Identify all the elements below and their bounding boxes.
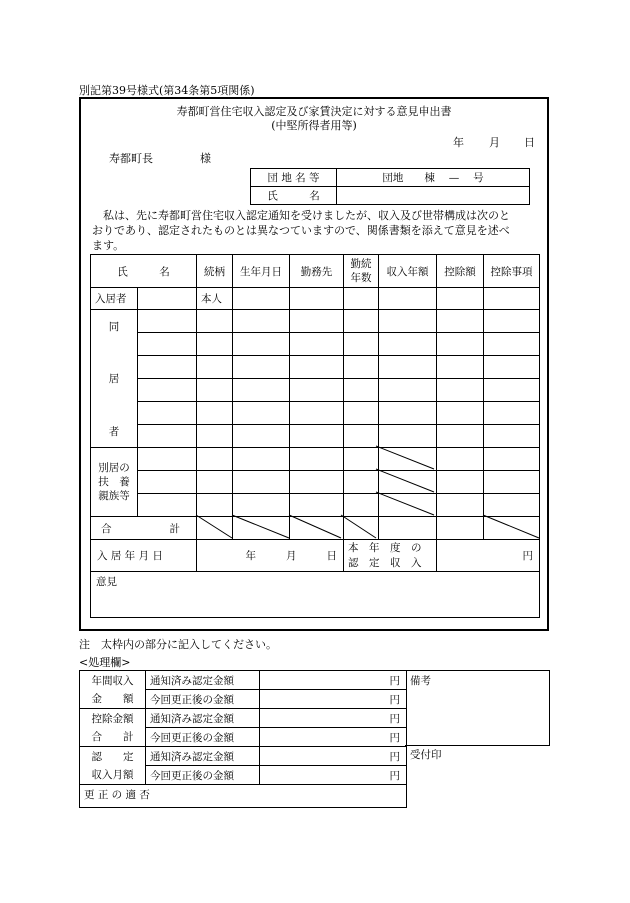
total-slashed-cell — [484, 517, 540, 540]
resident-employer-field[interactable] — [290, 288, 344, 310]
total-slashed-cell — [290, 517, 344, 540]
dependent-cell[interactable] — [437, 494, 484, 517]
dependent-line-1: 別居の — [98, 462, 130, 474]
certified-income-field[interactable]: 円 — [437, 540, 540, 572]
tenure-header-line-1: 勤続 — [350, 258, 372, 270]
statement-line-3: ます。 — [92, 239, 125, 252]
statement-line-1: 私は、先に寿都町営住宅収入認定通知を受けましたが、収入及び世帯構成は次のと — [92, 209, 510, 222]
dependent-cell[interactable] — [233, 494, 290, 517]
addressee: 寿都町長 — [109, 152, 153, 165]
cohabitant-cell[interactable] — [197, 310, 233, 333]
dependent-cell[interactable] — [233, 448, 290, 471]
validity-field[interactable] — [80, 785, 407, 808]
cohabitant-label — [91, 310, 138, 448]
cohabitant-cell[interactable] — [379, 402, 437, 425]
cohabitant-cell[interactable] — [138, 425, 197, 448]
move-in-day: 日 — [326, 550, 337, 562]
move-in-date-field[interactable] — [197, 540, 344, 572]
cohabitant-cell[interactable] — [484, 379, 540, 402]
deduction-revised-field[interactable]: 円 — [260, 728, 407, 747]
form-title: 寿都町営住宅収入認定及び家賃決定に対する意見申出書 — [176, 105, 452, 118]
cohabitant-cell[interactable] — [379, 310, 437, 333]
dependent-cell[interactable] — [344, 494, 379, 517]
move-in-year: 年 — [245, 550, 256, 562]
cohabitant-char-1: 同 — [108, 320, 120, 333]
dependent-cell[interactable] — [290, 494, 344, 517]
dependent-cell[interactable] — [437, 471, 484, 494]
cohabitant-char-2: 居 — [108, 373, 120, 385]
dependent-cell[interactable] — [484, 448, 540, 471]
cohabitant-cell[interactable] — [197, 425, 233, 448]
resident-tenure-field[interactable] — [344, 288, 379, 310]
monthly-income-label — [80, 747, 146, 785]
dependent-cell[interactable] — [197, 471, 233, 494]
cohabitant-cell[interactable] — [437, 333, 484, 356]
cohabitant-cell[interactable] — [484, 333, 540, 356]
cohabitant-cell[interactable] — [437, 425, 484, 448]
resident-birthdate-field[interactable] — [233, 288, 290, 310]
cohabitant-cell[interactable] — [379, 425, 437, 448]
deduction-total-line-1: 控除金額 — [91, 712, 134, 725]
form-reference: 別記第39号様式(第34条第5項関係) — [79, 84, 255, 97]
total-income-field[interactable] — [379, 517, 437, 540]
cohabitant-cell[interactable] — [138, 402, 197, 425]
resident-relation: 本人 — [197, 288, 233, 310]
dependent-cell[interactable] — [290, 471, 344, 494]
cohabitant-cell[interactable] — [290, 310, 344, 333]
monthly-income-line-2: 収入月額 — [91, 768, 134, 781]
cohabitant-cell[interactable] — [290, 379, 344, 402]
cohabitant-cell[interactable] — [233, 310, 290, 333]
cohabitant-cell[interactable] — [233, 333, 290, 356]
cohabitant-cell[interactable] — [233, 356, 290, 379]
resident-deduction-items-field[interactable] — [484, 288, 540, 310]
dependent-cell[interactable] — [197, 448, 233, 471]
cohabitant-cell[interactable] — [290, 425, 344, 448]
monthly-notified-field[interactable]: 円 — [260, 747, 407, 766]
annual-revised-label: 今回更正後の金額 — [146, 690, 260, 709]
monthly-notified-label: 通知済み認定金額 — [146, 747, 260, 766]
cohabitant-cell[interactable] — [437, 402, 484, 425]
col-employer-header: 勤務先 — [290, 255, 344, 288]
col-birthdate-header: 生年月日 — [233, 255, 290, 288]
dependent-line-2: 扶 養 — [98, 476, 130, 488]
dependent-cell[interactable] — [290, 448, 344, 471]
cohabitant-cell[interactable] — [138, 310, 197, 333]
total-slashed-cell — [233, 517, 290, 540]
total-char-2: 計 — [169, 522, 180, 535]
name-field[interactable] — [337, 187, 530, 205]
annual-revised-field[interactable]: 円 — [260, 690, 407, 709]
annual-income-line-2: 金 額 — [91, 692, 134, 705]
cohabitant-cell[interactable] — [437, 310, 484, 333]
date-month-label: 月 — [489, 136, 500, 149]
cohabitant-cell[interactable] — [233, 379, 290, 402]
deduction-total-line-2: 合 計 — [91, 730, 134, 743]
annual-income-label — [80, 671, 146, 709]
total-slashed-cell — [197, 517, 233, 540]
validity-label: 更 正 の 適 否 — [84, 789, 150, 801]
cohabitant-char-3: 者 — [108, 425, 120, 438]
cohabitant-cell[interactable] — [344, 356, 379, 379]
cohabitant-cell[interactable] — [484, 310, 540, 333]
cohabitant-cell[interactable] — [290, 402, 344, 425]
total-label — [91, 517, 197, 540]
processing-table — [79, 670, 407, 808]
monthly-income-line-1: 認 定 — [91, 750, 134, 763]
dependent-cell[interactable] — [437, 448, 484, 471]
remarks-label: 備考 — [410, 675, 431, 687]
dependent-cell[interactable] — [138, 448, 197, 471]
dependent-cell[interactable] — [138, 494, 197, 517]
cohabitant-cell[interactable] — [138, 333, 197, 356]
monthly-revised-label: 今回更正後の金額 — [146, 766, 260, 785]
dependent-income-slashed — [379, 471, 437, 494]
deduction-notified-label: 通知済み認定金額 — [146, 709, 260, 728]
cohabitant-cell[interactable] — [290, 333, 344, 356]
cohabitant-cell[interactable] — [138, 356, 197, 379]
cohabitant-cell[interactable] — [197, 402, 233, 425]
household-table — [90, 254, 540, 618]
cohabitant-cell[interactable] — [379, 379, 437, 402]
cohabitant-cell[interactable] — [344, 333, 379, 356]
dependent-income-slashed — [379, 494, 437, 517]
remarks-box[interactable] — [405, 670, 550, 746]
dependent-cell[interactable] — [344, 448, 379, 471]
cohabitant-cell[interactable] — [290, 356, 344, 379]
cohabitant-cell[interactable] — [484, 402, 540, 425]
dependent-cell[interactable] — [484, 494, 540, 517]
cohabitant-cell[interactable] — [197, 333, 233, 356]
annual-income-line-1: 年間収入 — [91, 674, 134, 687]
name-label: 氏 名 — [251, 187, 337, 205]
dependent-cell[interactable] — [233, 471, 290, 494]
cohabitant-cell[interactable] — [344, 379, 379, 402]
cohabitant-cell[interactable] — [437, 356, 484, 379]
dependent-line-3: 親族等 — [98, 490, 130, 502]
total-slashed-cell — [344, 517, 379, 540]
cohabitant-cell[interactable] — [344, 402, 379, 425]
cohabitant-cell[interactable] — [344, 425, 379, 448]
cohabitant-cell[interactable] — [379, 356, 437, 379]
move-in-label: 入 居 年 月 日 — [91, 540, 197, 572]
col-deduction-header: 控除額 — [437, 255, 484, 288]
col-tenure-header — [344, 255, 379, 288]
cohabitant-cell[interactable] — [379, 333, 437, 356]
resident-income-field[interactable] — [379, 288, 437, 310]
deduction-total-label — [80, 709, 146, 747]
resident-deduction-field[interactable] — [437, 288, 484, 310]
certified-income-label — [344, 540, 437, 572]
complex-field[interactable]: 団地 棟 — 号 — [337, 169, 530, 187]
opinion-label: 意見 — [96, 576, 117, 588]
cohabitant-cell[interactable] — [484, 425, 540, 448]
cohabitant-cell[interactable] — [437, 379, 484, 402]
dependent-label — [91, 448, 138, 517]
total-char-1: 合 — [101, 522, 112, 535]
annual-notified-label: 通知済み認定金額 — [146, 671, 260, 690]
move-in-month: 月 — [286, 550, 297, 562]
cohabitant-cell[interactable] — [344, 310, 379, 333]
col-relation-header: 続柄 — [197, 255, 233, 288]
cohabitant-cell[interactable] — [233, 425, 290, 448]
stamp-label: 受付印 — [410, 749, 442, 761]
monthly-revised-field[interactable]: 円 — [260, 766, 407, 785]
dependent-income-slashed — [379, 448, 437, 471]
cohabitant-cell[interactable] — [138, 379, 197, 402]
cohabitant-cell[interactable] — [233, 402, 290, 425]
dependent-cell[interactable] — [197, 494, 233, 517]
resident-name-field[interactable] — [138, 288, 197, 310]
date-day-label: 日 — [524, 136, 535, 149]
complex-label: 団 地 名 等 — [251, 169, 337, 187]
certified-income-line-2: 認 定 収 入 — [348, 556, 422, 569]
form-subtitle: (中堅所得者用等) — [271, 119, 357, 132]
deduction-revised-label: 今回更正後の金額 — [146, 728, 260, 747]
annual-notified-field[interactable]: 円 — [260, 671, 407, 690]
certified-income-line-1: 本 年 度 の — [348, 541, 422, 554]
deduction-notified-field[interactable]: 円 — [260, 709, 407, 728]
opinion-field[interactable] — [91, 572, 540, 618]
footnote: 注 太枠内の部分に記入してください。 — [79, 638, 277, 651]
col-income-header: 収入年額 — [379, 255, 437, 288]
processing-heading: <処理欄> — [79, 656, 131, 669]
cohabitant-cell[interactable] — [197, 356, 233, 379]
cohabitant-cell[interactable] — [197, 379, 233, 402]
dependent-cell[interactable] — [138, 471, 197, 494]
statement-line-2: おりであり、認定されたものとは異なつていますので、関係書類を添えて意見を述べ — [92, 224, 510, 237]
dependent-cell[interactable] — [344, 471, 379, 494]
applicant-table — [250, 168, 530, 205]
col-name-header: 氏 名 — [91, 255, 197, 288]
total-deduction-field[interactable] — [437, 517, 484, 540]
date-year-label: 年 — [453, 136, 464, 149]
tenure-header-line-2: 年数 — [350, 272, 372, 284]
col-deduction-items-header: 控除事項 — [484, 255, 540, 288]
dependent-cell[interactable] — [484, 471, 540, 494]
honorific: 様 — [200, 152, 211, 165]
resident-label: 入居者 — [91, 288, 138, 310]
cohabitant-cell[interactable] — [484, 356, 540, 379]
